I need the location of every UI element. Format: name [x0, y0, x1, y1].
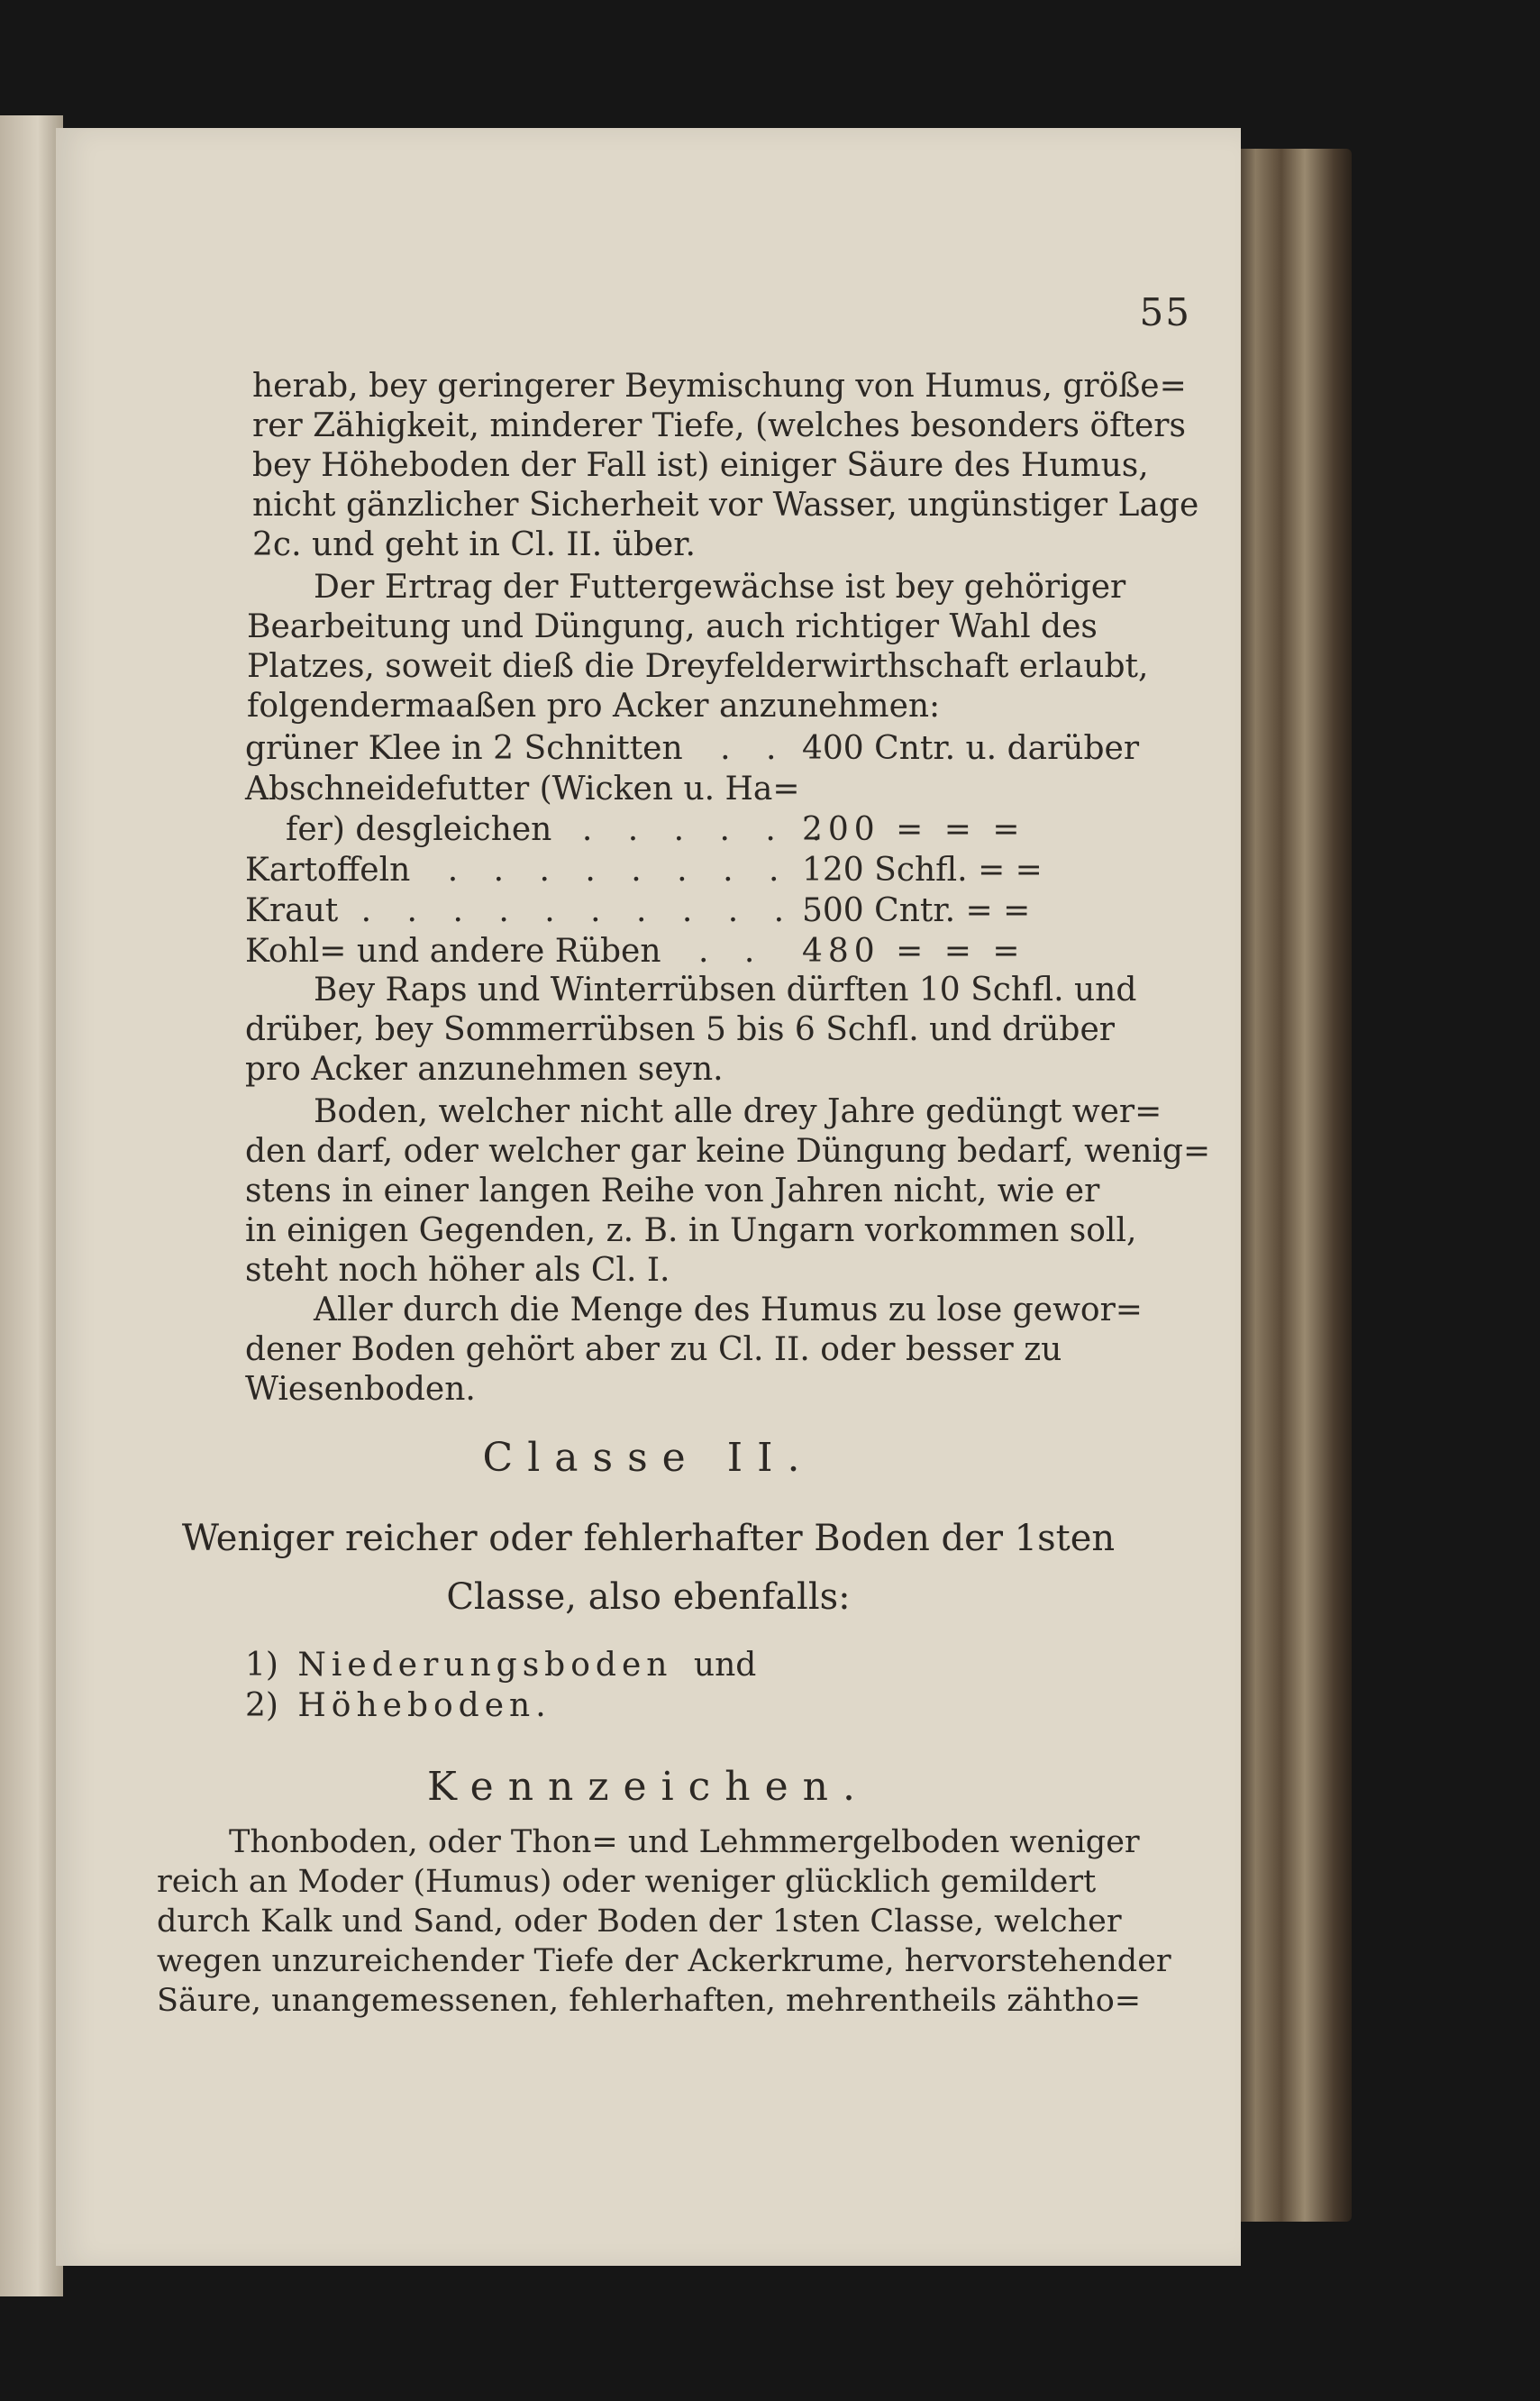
item-label: fer) desgleichen — [286, 811, 552, 848]
list-item — [245, 1647, 756, 1684]
subtitle-line: Classe, also ebenfalls: — [446, 1576, 851, 1618]
book-page — [56, 128, 1241, 2266]
text-line: herab, bey geringerer Beymischung von Humus, größe= — [252, 368, 1187, 405]
table-row — [286, 811, 834, 848]
list-tail: und — [693, 1647, 757, 1684]
text-line: den darf, oder welcher gar keine Düngung bedarf, wenig= — [245, 1133, 1211, 1170]
paragraph-1 — [252, 367, 1199, 565]
text-line: bey Höheboden der Fall ist) einiger Säure des Humus, — [252, 447, 1149, 484]
item-label: Kartoffeln — [245, 852, 411, 889]
page-number: 55 — [1139, 290, 1191, 334]
table-row — [245, 730, 788, 767]
leader-dots: . . — [698, 933, 768, 970]
list-text: Höheboden. — [297, 1687, 551, 1724]
text-line: Boden, welcher nicht alle drey Jahre gedüngt wer= — [314, 1093, 1162, 1130]
text-line: Aller durch die Menge des Humus zu lose gewor= — [314, 1292, 1143, 1328]
text-line: Der Ertrag der Futtergewächse ist bey gehöriger — [314, 569, 1126, 606]
text-line: Wiesenboden. — [245, 1371, 476, 1408]
text-line: folgendermaaßen pro Acker anzunehmen: — [247, 688, 941, 725]
paragraph-5 — [245, 1291, 1178, 1410]
kennzeichen-heading: Kennzeichen. — [426, 1764, 870, 1810]
class-heading: Classe II. — [482, 1435, 815, 1481]
leader-dots: . . . . . . — [581, 811, 834, 848]
text-line: Thonboden, oder Thon= und Lehmmergelboden weniger — [229, 1824, 1140, 1860]
list-number: 1) — [245, 1647, 278, 1684]
leader-dots: . . . . . . . . — [447, 852, 792, 889]
book-spine — [1235, 149, 1352, 2222]
text-line: wegen unzureichender Tiefe der Ackerkrume, hervorstehender — [157, 1943, 1171, 1979]
leader-dots: . . — [720, 730, 789, 767]
item-label: Abschneidefutter (Wicken u. Ha= — [245, 771, 800, 808]
table-row — [245, 771, 800, 808]
text-line: drüber, bey Sommerrübsen 5 bis 6 Schfl. und drüber — [245, 1011, 1115, 1048]
subtitle-line: Weniger reicher oder fehlerhafter Boden der 1sten — [181, 1518, 1116, 1559]
left-page-edge — [0, 115, 63, 2296]
text-line: durch Kalk und Sand, oder Boden der 1sten Classe, welcher — [157, 1903, 1122, 1940]
paragraph-4 — [245, 1092, 1211, 1291]
paragraph-3 — [245, 971, 1178, 1090]
table-row — [245, 892, 797, 929]
item-label: Kraut — [245, 892, 339, 929]
text-line: Säure, unangemessenen, fehlerhaften, mehrentheils zähtho= — [157, 1983, 1142, 2019]
item-value: 120 Schfl. = = — [802, 852, 1043, 889]
table-row — [245, 933, 767, 970]
paragraph-6 — [157, 1822, 1171, 2021]
item-value: 500 Cntr. = = — [802, 892, 1031, 929]
item-value: 200 = = = — [802, 811, 1025, 848]
text-line: nicht gänzlicher Sicherheit vor Wasser, ungünstiger Lage — [252, 487, 1199, 524]
text-line: Bey Raps und Winterrübsen dürften 10 Schfl. und — [314, 972, 1137, 1009]
text-line: reich an Moder (Humus) oder weniger glücklich gemildert — [157, 1864, 1097, 1900]
item-value: 400 Cntr. u. darüber — [802, 730, 1140, 767]
list-number: 2) — [245, 1687, 278, 1724]
table-row — [245, 852, 791, 889]
list-text: Niederungsboden — [297, 1647, 673, 1684]
text-line: in einigen Gegenden, z. B. in Ungarn vorkommen soll, — [245, 1212, 1137, 1249]
text-line: stens in einer langen Reihe von Jahren nicht, wie er — [245, 1173, 1100, 1210]
text-line: rer Zähigkeit, minderer Tiefe, (welches besonders öfters — [252, 407, 1186, 444]
item-value: 480 = = = — [802, 933, 1025, 970]
list-item — [245, 1687, 551, 1724]
text-line: pro Acker anzunehmen seyn. — [245, 1051, 724, 1088]
text-line: Bearbeitung und Düngung, auch richtiger Wahl des — [247, 608, 1098, 645]
text-line: dener Boden gehört aber zu Cl. II. oder besser zu — [245, 1331, 1062, 1368]
text-line: steht noch höher als Cl. I. — [245, 1252, 670, 1289]
paragraph-2 — [247, 568, 1175, 726]
leader-dots: . . . . . . . . . . — [360, 892, 797, 929]
item-label: Kohl= und andere Rüben — [245, 933, 661, 970]
item-label: grüner Klee in 2 Schnitten — [245, 730, 683, 767]
text-line: Platzes, soweit dieß die Dreyfelderwirthschaft erlaubt, — [247, 648, 1149, 685]
text-line: 2c. und geht in Cl. II. über. — [252, 526, 696, 563]
